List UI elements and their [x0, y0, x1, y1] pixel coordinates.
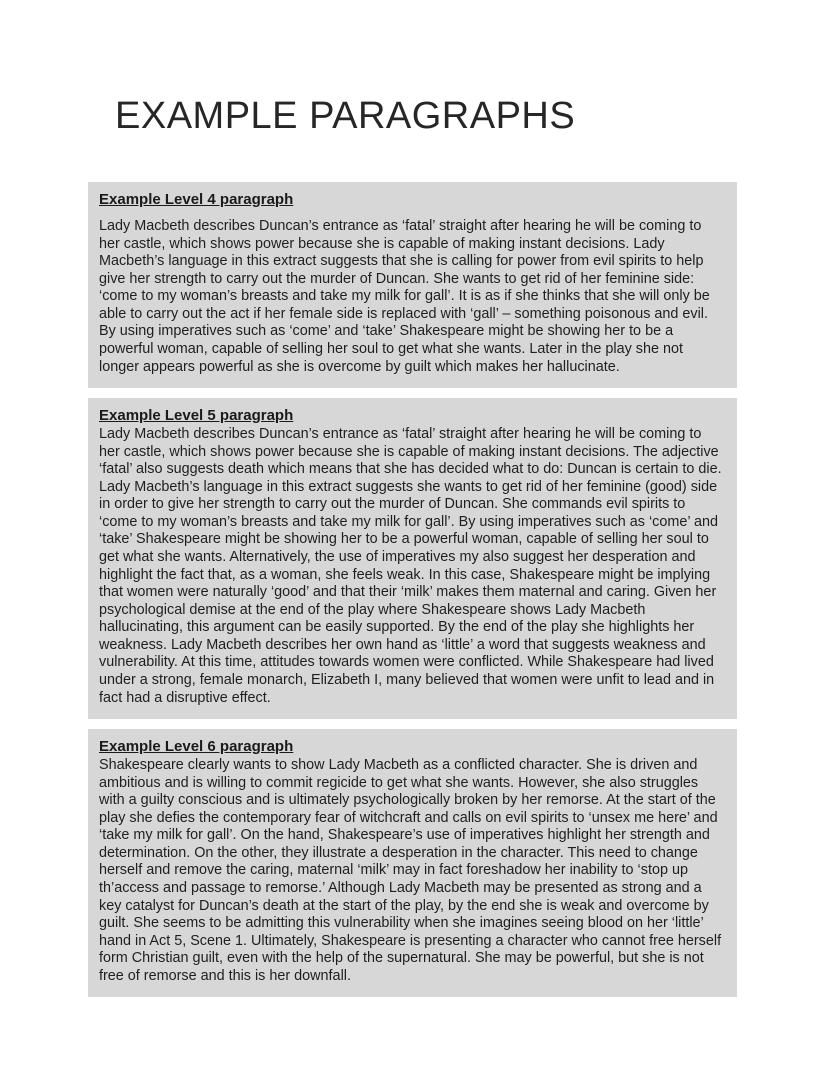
example-level-6-body: Shakespeare clearly wants to show Lady Macbeth as a conflicted character. She is driven and ambitious and is willing to commit regicide to get what she wants. However, she also struggles with a guilty conscious and is ultimately psychologically broken by her remorse. At the start of the play she defies the contemporary fear of witchcraft and calls on evil spirits to ‘unsex me here’ and ‘take my milk for gall’. On the hand, Shakespeare’s use of imperatives highlight her strength and determination. On the other, they illustrate a desperation in the character. This need to change herself and remove the caring, maternal ‘milk’ may in fact foreshadow her inability to ‘stop up th’access and passage to remorse.’ Although Lady Macbeth may be presented as strong and a key catalyst for Duncan’s death at the start of the play, by the end she is weak and overcome by guilt. She seems to be admitting this vulnerability when she imagines seeing blood on her ‘little’ hand in Act 5, Scene 1. Ultimately, Shakespeare is presenting a character who cannot free herself form Christian guilt, even with the help of the supernatural. She may be powerful, but she is not free of remorse and this is her downfall.	[99, 757, 722, 984]
example-level-4-body: Lady Macbeth describes Duncan’s entrance as ‘fatal’ straight after hearing he will be coming to her castle, which shows power because she is capable of making instant decisions. Lady Macbeth’s language in this extract suggests that she is calling for power from evil spirits to help give her strength to carry out the murder of Duncan. She wants to get rid of her feminine side: ‘come to my woman’s breasts and take my milk for gall’. It is as if she thinks that she will only be able to carry out the act if her female side is replaced with ‘gall’ – something poisonous and evil. By using imperatives such as ‘come’ and ‘take’ Shakespeare might be showing her to be a powerful woman, capable of selling her soul to get what she wants. Later in the play she not longer appears powerful as she is overcome by guilt which makes her hallucinate.	[99, 218, 710, 375]
example-level-6-heading: Example Level 6 paragraph	[99, 738, 294, 756]
example-level-5-box	[88, 398, 737, 719]
example-paragraphs-container	[88, 182, 737, 997]
example-level-4-box	[88, 182, 737, 388]
example-level-5-body: Lady Macbeth describes Duncan’s entrance as ‘fatal’ straight after hearing he will be coming to her castle, which shows power because she is capable of making instant decisions. The adjective ‘fatal’ also suggests death which means that she has decided what to do: Duncan is certain to die. Lady Macbeth’s language in this extract suggests she wants to get rid of her feminine (good) side in order to give her strength to carry out the murder of Duncan. She commands evil spirits to ‘come to my woman’s breasts and take my milk for gall’. By using imperatives such as ‘come’ and ‘take’ Shakespeare might be showing her to be a powerful woman, capable of selling her soul to get what she wants. Alternatively, the use of imperatives my also suggest her desperation and highlight the fact that, as a woman, she feels weak. In this case, Shakespeare might be implying that women were naturally ‘good’ and that their ‘milk’ makes them maternal and caring. Given her psychological demise at the end of the play where Shakespeare shows Lady Macbeth hallucinating, this argument can be easily supported. By the end of the play she highlights her weakness. Lady Macbeth describes her own hand as ‘little’ a word that suggests weakness and vulnerability. At this time, attitudes towards women were conflicted. While Shakespeare had lived under a strong, female monarch, Elizabeth I, many believed that women were unfit to lead and in fact had a disruptive effect.	[99, 426, 722, 706]
example-level-6-box	[88, 729, 737, 997]
example-level-5-heading: Example Level 5 paragraph	[99, 407, 294, 425]
page-title: EXAMPLE PARAGRAPHS	[115, 95, 576, 137]
example-level-4-heading: Example Level 4 paragraph	[99, 191, 294, 208]
